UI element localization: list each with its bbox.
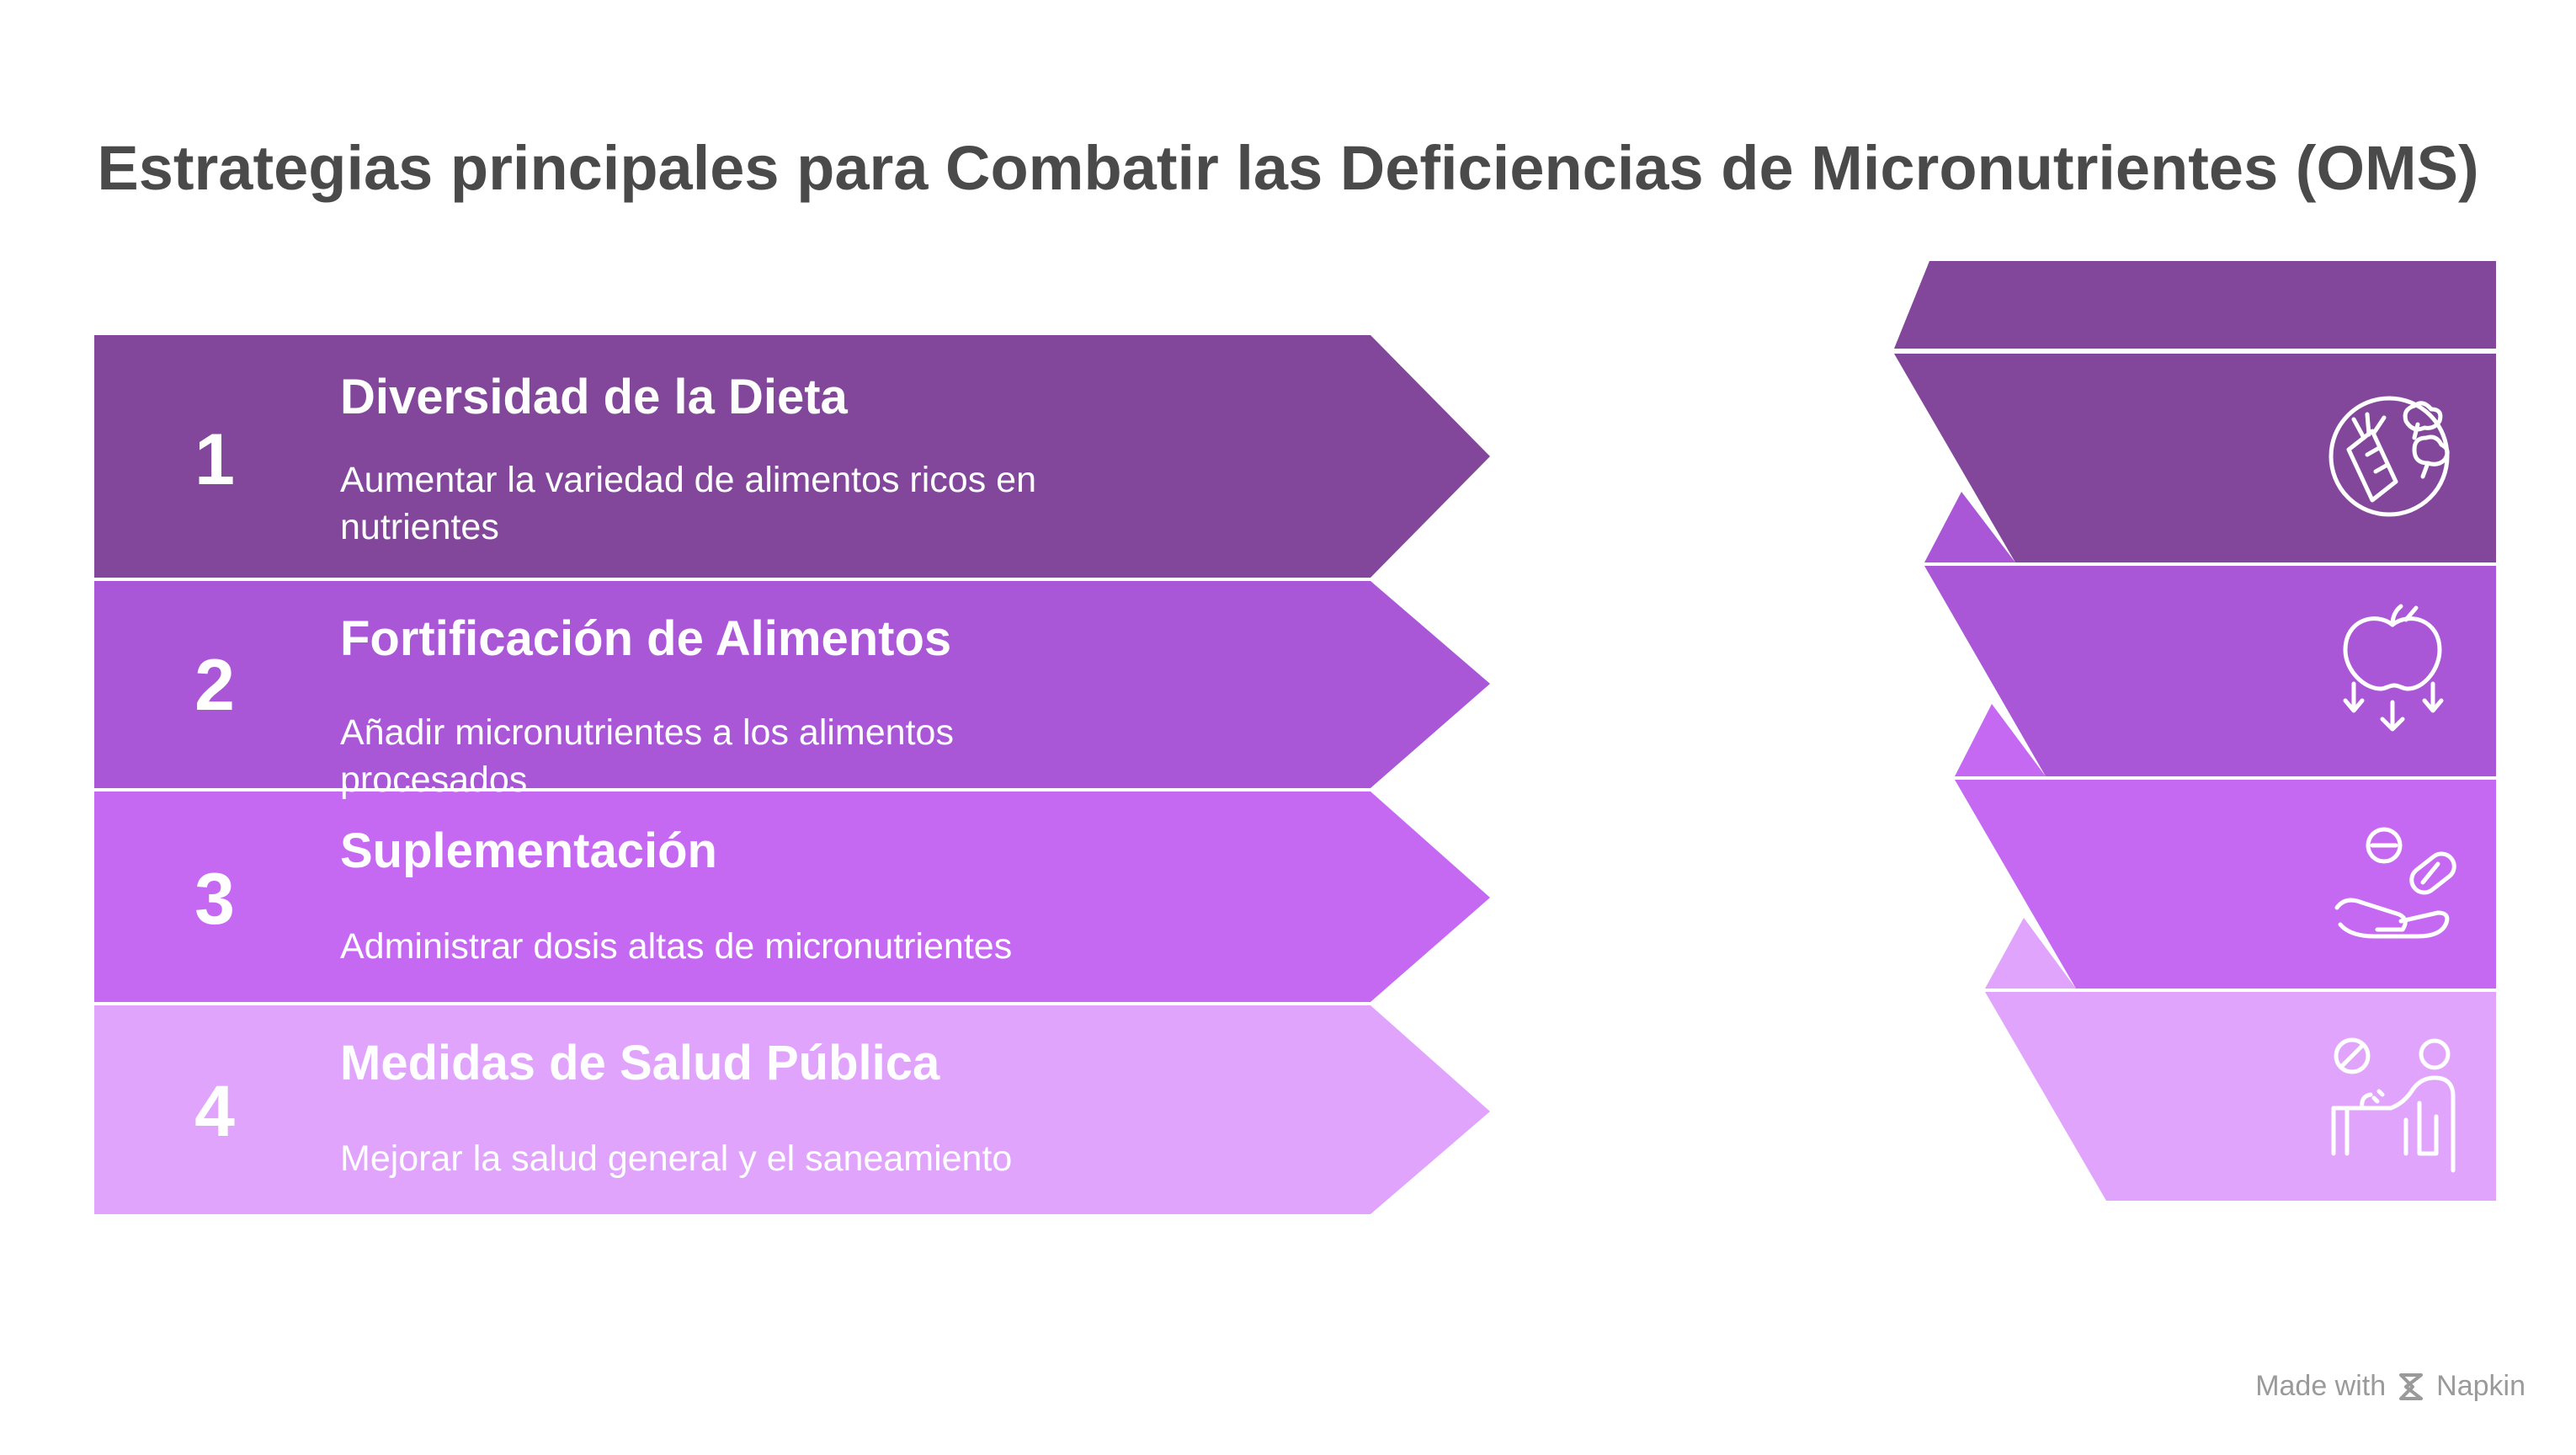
- step-2-description: Añadir micronutrientes a los alimentos procesados: [340, 712, 954, 800]
- step-2-number: 2: [194, 645, 235, 726]
- made-with-napkin[interactable]: [2255, 1370, 2525, 1403]
- step-2-title: Fortificación de Alimentos: [340, 611, 952, 666]
- step-4-description: Mejorar la salud general y el saneamiento: [340, 1138, 1013, 1179]
- footer-prefix: Made with: [2255, 1370, 2387, 1402]
- step-3-description: Administrar dosis altas de micronutrientes: [340, 926, 1013, 967]
- step-3-title: Suplementación: [340, 823, 717, 878]
- step-4-number: 4: [194, 1071, 235, 1152]
- step-1-number: 1: [194, 419, 235, 500]
- step-4-title: Medidas de Salud Pública: [340, 1036, 940, 1090]
- step-1-title: Diversidad de la Dieta: [340, 370, 848, 424]
- page-title: Estrategias principales para Combatir las Deficiencias de Micronutrientes (OMS): [97, 133, 2479, 203]
- step-3-number: 3: [194, 859, 235, 940]
- footer-brand: Napkin: [2436, 1370, 2525, 1402]
- step-1-description: Aumentar la variedad de alimentos ricos en nutrientes: [340, 460, 1036, 547]
- panel-top-cap: [1894, 261, 2496, 349]
- step-4-panel: [1985, 992, 2496, 1201]
- napkin-logo-icon: [2398, 1372, 2424, 1402]
